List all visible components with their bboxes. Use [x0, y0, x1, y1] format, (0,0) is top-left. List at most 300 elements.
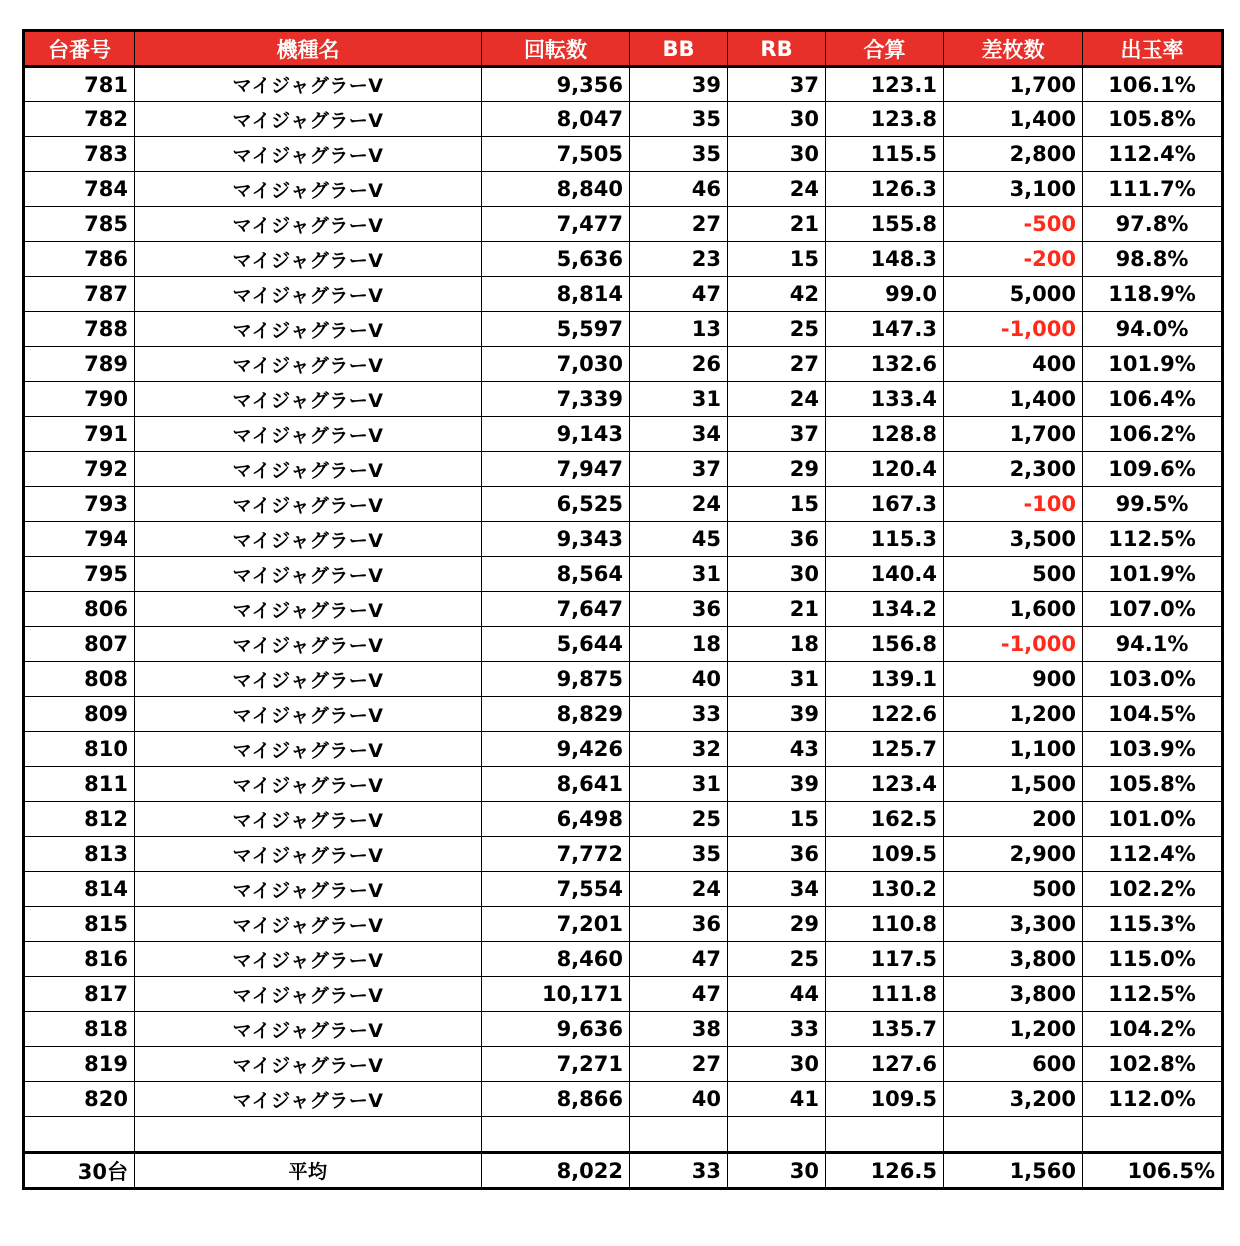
coin-difference-cell: 2,800: [944, 137, 1083, 172]
coin-difference-cell: 1,400: [944, 382, 1083, 417]
model-name-cell: マイジャグラーV: [135, 67, 482, 102]
model-name-cell: マイジャグラーV: [135, 907, 482, 942]
coin-difference-cell: 1,200: [944, 697, 1083, 732]
bb-cell: 47: [630, 277, 728, 312]
spins-cell: 8,840: [482, 172, 630, 207]
machine-number-cell: 794: [24, 522, 135, 557]
machine-number-cell: 815: [24, 907, 135, 942]
bb-cell: 34: [630, 417, 728, 452]
model-name-cell: マイジャグラーV: [135, 592, 482, 627]
payout-rate-cell: 94.1%: [1083, 627, 1223, 662]
model-name-cell: マイジャグラーV: [135, 802, 482, 837]
combined-cell: 111.8: [826, 977, 944, 1012]
machine-number-cell: 787: [24, 277, 135, 312]
blank-cell: [826, 1117, 944, 1153]
blank-cell: [24, 1117, 135, 1153]
machine-number-cell: 819: [24, 1047, 135, 1082]
combined-cell: 162.5: [826, 802, 944, 837]
average-row: [24, 1153, 1223, 1189]
combined-cell: 126.3: [826, 172, 944, 207]
model-name-cell: マイジャグラーV: [135, 382, 482, 417]
table-body: [24, 67, 1223, 1117]
payout-rate-cell: 101.0%: [1083, 802, 1223, 837]
spins-cell: 8,814: [482, 277, 630, 312]
payout-rate-cell: 97.8%: [1083, 207, 1223, 242]
payout-rate-cell: 104.5%: [1083, 697, 1223, 732]
payout-rate-cell: 106.1%: [1083, 67, 1223, 102]
average-coin-difference: 1,560: [944, 1153, 1083, 1189]
combined-cell: 109.5: [826, 1082, 944, 1117]
rb-cell: 42: [728, 277, 826, 312]
rb-cell: 44: [728, 977, 826, 1012]
rb-cell: 30: [728, 557, 826, 592]
bb-cell: 27: [630, 207, 728, 242]
payout-rate-cell: 112.0%: [1083, 1082, 1223, 1117]
header-spins: 回転数: [482, 31, 630, 67]
rb-cell: 37: [728, 417, 826, 452]
spins-cell: 7,554: [482, 872, 630, 907]
machine-number-cell: 818: [24, 1012, 135, 1047]
coin-difference-cell: 1,400: [944, 102, 1083, 137]
spins-cell: 7,505: [482, 137, 630, 172]
machine-number-cell: 791: [24, 417, 135, 452]
coin-difference-cell: 3,800: [944, 977, 1083, 1012]
bb-cell: 31: [630, 382, 728, 417]
bb-cell: 31: [630, 767, 728, 802]
header-model-name: 機種名: [135, 31, 482, 67]
payout-rate-cell: 115.0%: [1083, 942, 1223, 977]
model-name-cell: マイジャグラーV: [135, 837, 482, 872]
table-row: [24, 277, 1223, 312]
machine-number-cell: 785: [24, 207, 135, 242]
model-name-cell: マイジャグラーV: [135, 732, 482, 767]
coin-difference-cell: 3,500: [944, 522, 1083, 557]
spins-cell: 7,647: [482, 592, 630, 627]
rb-cell: 15: [728, 802, 826, 837]
payout-rate-cell: 101.9%: [1083, 557, 1223, 592]
table-row: [24, 732, 1223, 767]
spins-cell: 7,947: [482, 452, 630, 487]
machine-count: 30台: [24, 1153, 135, 1189]
table-row: [24, 802, 1223, 837]
header-coin-difference: 差枚数: [944, 31, 1083, 67]
combined-cell: 123.1: [826, 67, 944, 102]
model-name-cell: マイジャグラーV: [135, 102, 482, 137]
bb-cell: 35: [630, 102, 728, 137]
model-name-cell: マイジャグラーV: [135, 1047, 482, 1082]
table-footer: [24, 1117, 1223, 1189]
rb-cell: 21: [728, 592, 826, 627]
payout-rate-cell: 107.0%: [1083, 592, 1223, 627]
bb-cell: 23: [630, 242, 728, 277]
payout-rate-cell: 112.4%: [1083, 837, 1223, 872]
combined-cell: 115.3: [826, 522, 944, 557]
model-name-cell: マイジャグラーV: [135, 1012, 482, 1047]
blank-row: [24, 1117, 1223, 1153]
payout-rate-cell: 99.5%: [1083, 487, 1223, 522]
table-row: [24, 172, 1223, 207]
coin-difference-cell: 1,600: [944, 592, 1083, 627]
table-row: [24, 1012, 1223, 1047]
blank-cell: [630, 1117, 728, 1153]
table-row: [24, 767, 1223, 802]
table-row: [24, 487, 1223, 522]
combined-cell: 125.7: [826, 732, 944, 767]
rb-cell: 30: [728, 137, 826, 172]
rb-cell: 24: [728, 382, 826, 417]
bb-cell: 47: [630, 942, 728, 977]
rb-cell: 21: [728, 207, 826, 242]
combined-cell: 109.5: [826, 837, 944, 872]
payout-rate-cell: 105.8%: [1083, 767, 1223, 802]
spins-cell: 8,641: [482, 767, 630, 802]
model-name-cell: マイジャグラーV: [135, 347, 482, 382]
coin-difference-cell: 900: [944, 662, 1083, 697]
average-combined: 126.5: [826, 1153, 944, 1189]
bb-cell: 33: [630, 697, 728, 732]
header-combined: 合算: [826, 31, 944, 67]
table-row: [24, 382, 1223, 417]
model-name-cell: マイジャグラーV: [135, 662, 482, 697]
model-name-cell: マイジャグラーV: [135, 1082, 482, 1117]
payout-rate-cell: 98.8%: [1083, 242, 1223, 277]
model-name-cell: マイジャグラーV: [135, 767, 482, 802]
model-name-cell: マイジャグラーV: [135, 977, 482, 1012]
table-row: [24, 417, 1223, 452]
table-row: [24, 207, 1223, 242]
bb-cell: 26: [630, 347, 728, 382]
coin-difference-cell: 3,200: [944, 1082, 1083, 1117]
rb-cell: 43: [728, 732, 826, 767]
header-machine-number: 台番号: [24, 31, 135, 67]
coin-difference-cell: -1,000: [944, 312, 1083, 347]
spins-cell: 6,498: [482, 802, 630, 837]
average-spins: 8,022: [482, 1153, 630, 1189]
payout-rate-cell: 103.0%: [1083, 662, 1223, 697]
payout-rate-cell: 115.3%: [1083, 907, 1223, 942]
rb-cell: 27: [728, 347, 826, 382]
spins-cell: 7,271: [482, 1047, 630, 1082]
combined-cell: 147.3: [826, 312, 944, 347]
combined-cell: 120.4: [826, 452, 944, 487]
machine-number-cell: 781: [24, 67, 135, 102]
model-name-cell: マイジャグラーV: [135, 242, 482, 277]
table-row: [24, 1082, 1223, 1117]
coin-difference-cell: 600: [944, 1047, 1083, 1082]
model-name-cell: マイジャグラーV: [135, 487, 482, 522]
machine-number-cell: 816: [24, 942, 135, 977]
machine-number-cell: 784: [24, 172, 135, 207]
bb-cell: 32: [630, 732, 728, 767]
machine-number-cell: 790: [24, 382, 135, 417]
table-header: [24, 31, 1223, 67]
bb-cell: 18: [630, 627, 728, 662]
rb-cell: 29: [728, 452, 826, 487]
payout-rate-cell: 102.2%: [1083, 872, 1223, 907]
rb-cell: 37: [728, 67, 826, 102]
rb-cell: 30: [728, 102, 826, 137]
table-row: [24, 137, 1223, 172]
coin-difference-cell: 1,500: [944, 767, 1083, 802]
machine-number-cell: 786: [24, 242, 135, 277]
coin-difference-cell: 200: [944, 802, 1083, 837]
spins-cell: 9,356: [482, 67, 630, 102]
model-name-cell: マイジャグラーV: [135, 627, 482, 662]
table-row: [24, 347, 1223, 382]
blank-cell: [135, 1117, 482, 1153]
machine-number-cell: 783: [24, 137, 135, 172]
coin-difference-cell: 1,700: [944, 67, 1083, 102]
combined-cell: 99.0: [826, 277, 944, 312]
model-name-cell: マイジャグラーV: [135, 207, 482, 242]
bb-cell: 27: [630, 1047, 728, 1082]
coin-difference-cell: 1,700: [944, 417, 1083, 452]
machine-number-cell: 820: [24, 1082, 135, 1117]
bb-cell: 45: [630, 522, 728, 557]
spins-cell: 6,525: [482, 487, 630, 522]
bb-cell: 13: [630, 312, 728, 347]
average-label: 平均: [135, 1153, 482, 1189]
coin-difference-cell: -1,000: [944, 627, 1083, 662]
bb-cell: 35: [630, 837, 728, 872]
payout-rate-cell: 118.9%: [1083, 277, 1223, 312]
average-rb: 30: [728, 1153, 826, 1189]
spins-cell: 7,030: [482, 347, 630, 382]
table-row: [24, 592, 1223, 627]
table-row: [24, 312, 1223, 347]
table-row: [24, 557, 1223, 592]
data-sheet: [22, 29, 1221, 1190]
model-name-cell: マイジャグラーV: [135, 697, 482, 732]
table-row: [24, 697, 1223, 732]
combined-cell: 123.4: [826, 767, 944, 802]
machine-number-cell: 807: [24, 627, 135, 662]
payout-rate-cell: 105.8%: [1083, 102, 1223, 137]
rb-cell: 34: [728, 872, 826, 907]
combined-cell: 110.8: [826, 907, 944, 942]
spins-cell: 10,171: [482, 977, 630, 1012]
table-row: [24, 662, 1223, 697]
rb-cell: 39: [728, 697, 826, 732]
model-name-cell: マイジャグラーV: [135, 277, 482, 312]
combined-cell: 139.1: [826, 662, 944, 697]
blank-cell: [728, 1117, 826, 1153]
combined-cell: 130.2: [826, 872, 944, 907]
coin-difference-cell: -200: [944, 242, 1083, 277]
coin-difference-cell: 2,900: [944, 837, 1083, 872]
coin-difference-cell: -100: [944, 487, 1083, 522]
spins-cell: 7,339: [482, 382, 630, 417]
machine-number-cell: 788: [24, 312, 135, 347]
model-name-cell: マイジャグラーV: [135, 137, 482, 172]
machine-number-cell: 814: [24, 872, 135, 907]
payout-rate-cell: 102.8%: [1083, 1047, 1223, 1082]
combined-cell: 132.6: [826, 347, 944, 382]
spins-cell: 5,597: [482, 312, 630, 347]
spins-cell: 5,644: [482, 627, 630, 662]
coin-difference-cell: 2,300: [944, 452, 1083, 487]
rb-cell: 15: [728, 487, 826, 522]
machine-number-cell: 810: [24, 732, 135, 767]
spins-cell: 5,636: [482, 242, 630, 277]
header-bb: BB: [630, 31, 728, 67]
combined-cell: 115.5: [826, 137, 944, 172]
bb-cell: 35: [630, 137, 728, 172]
rb-cell: 18: [728, 627, 826, 662]
rb-cell: 31: [728, 662, 826, 697]
spins-cell: 7,772: [482, 837, 630, 872]
spins-cell: 8,460: [482, 942, 630, 977]
machine-number-cell: 782: [24, 102, 135, 137]
table-row: [24, 872, 1223, 907]
table-row: [24, 242, 1223, 277]
payout-rate-cell: 111.7%: [1083, 172, 1223, 207]
rb-cell: 25: [728, 942, 826, 977]
model-name-cell: マイジャグラーV: [135, 557, 482, 592]
average-bb: 33: [630, 1153, 728, 1189]
bb-cell: 38: [630, 1012, 728, 1047]
bb-cell: 24: [630, 872, 728, 907]
machine-number-cell: 789: [24, 347, 135, 382]
coin-difference-cell: 1,200: [944, 1012, 1083, 1047]
rb-cell: 36: [728, 837, 826, 872]
coin-difference-cell: 3,100: [944, 172, 1083, 207]
header-row: [24, 31, 1223, 67]
table-row: [24, 942, 1223, 977]
payout-rate-cell: 112.5%: [1083, 522, 1223, 557]
spins-cell: 9,636: [482, 1012, 630, 1047]
blank-cell: [1083, 1117, 1223, 1153]
payout-rate-cell: 109.6%: [1083, 452, 1223, 487]
rb-cell: 39: [728, 767, 826, 802]
bb-cell: 36: [630, 907, 728, 942]
machine-number-cell: 812: [24, 802, 135, 837]
rb-cell: 24: [728, 172, 826, 207]
blank-cell: [944, 1117, 1083, 1153]
header-payout-rate: 出玉率: [1083, 31, 1223, 67]
combined-cell: 123.8: [826, 102, 944, 137]
table-row: [24, 907, 1223, 942]
rb-cell: 25: [728, 312, 826, 347]
bb-cell: 36: [630, 592, 728, 627]
table-row: [24, 837, 1223, 872]
spins-cell: 8,564: [482, 557, 630, 592]
table-row: [24, 1047, 1223, 1082]
combined-cell: 140.4: [826, 557, 944, 592]
spins-cell: 8,047: [482, 102, 630, 137]
combined-cell: 127.6: [826, 1047, 944, 1082]
machine-number-cell: 792: [24, 452, 135, 487]
table-row: [24, 102, 1223, 137]
machine-number-cell: 813: [24, 837, 135, 872]
payout-rate-cell: 106.4%: [1083, 382, 1223, 417]
combined-cell: 122.6: [826, 697, 944, 732]
spins-cell: 8,829: [482, 697, 630, 732]
machine-number-cell: 817: [24, 977, 135, 1012]
coin-difference-cell: 500: [944, 872, 1083, 907]
combined-cell: 135.7: [826, 1012, 944, 1047]
coin-difference-cell: -500: [944, 207, 1083, 242]
average-payout-rate: 106.5%: [1083, 1153, 1223, 1189]
bb-cell: 47: [630, 977, 728, 1012]
rb-cell: 41: [728, 1082, 826, 1117]
rb-cell: 30: [728, 1047, 826, 1082]
machine-number-cell: 809: [24, 697, 135, 732]
combined-cell: 134.2: [826, 592, 944, 627]
combined-cell: 117.5: [826, 942, 944, 977]
coin-difference-cell: 1,100: [944, 732, 1083, 767]
coin-difference-cell: 500: [944, 557, 1083, 592]
machine-results-table: [22, 29, 1224, 1190]
machine-number-cell: 808: [24, 662, 135, 697]
table-row: [24, 627, 1223, 662]
bb-cell: 31: [630, 557, 728, 592]
model-name-cell: マイジャグラーV: [135, 522, 482, 557]
rb-cell: 15: [728, 242, 826, 277]
bb-cell: 37: [630, 452, 728, 487]
coin-difference-cell: 5,000: [944, 277, 1083, 312]
payout-rate-cell: 104.2%: [1083, 1012, 1223, 1047]
coin-difference-cell: 400: [944, 347, 1083, 382]
bb-cell: 24: [630, 487, 728, 522]
machine-number-cell: 793: [24, 487, 135, 522]
rb-cell: 33: [728, 1012, 826, 1047]
combined-cell: 155.8: [826, 207, 944, 242]
payout-rate-cell: 112.5%: [1083, 977, 1223, 1012]
bb-cell: 46: [630, 172, 728, 207]
spins-cell: 7,477: [482, 207, 630, 242]
coin-difference-cell: 3,300: [944, 907, 1083, 942]
rb-cell: 36: [728, 522, 826, 557]
machine-number-cell: 795: [24, 557, 135, 592]
header-rb: RB: [728, 31, 826, 67]
blank-cell: [482, 1117, 630, 1153]
bb-cell: 39: [630, 67, 728, 102]
model-name-cell: マイジャグラーV: [135, 312, 482, 347]
spins-cell: 9,343: [482, 522, 630, 557]
machine-number-cell: 811: [24, 767, 135, 802]
bb-cell: 40: [630, 662, 728, 697]
table-row: [24, 452, 1223, 487]
payout-rate-cell: 103.9%: [1083, 732, 1223, 767]
machine-number-cell: 806: [24, 592, 135, 627]
model-name-cell: マイジャグラーV: [135, 172, 482, 207]
bb-cell: 25: [630, 802, 728, 837]
spins-cell: 7,201: [482, 907, 630, 942]
table-row: [24, 977, 1223, 1012]
combined-cell: 133.4: [826, 382, 944, 417]
spins-cell: 9,426: [482, 732, 630, 767]
payout-rate-cell: 94.0%: [1083, 312, 1223, 347]
table-row: [24, 67, 1223, 102]
combined-cell: 156.8: [826, 627, 944, 662]
payout-rate-cell: 106.2%: [1083, 417, 1223, 452]
payout-rate-cell: 112.4%: [1083, 137, 1223, 172]
combined-cell: 167.3: [826, 487, 944, 522]
model-name-cell: マイジャグラーV: [135, 452, 482, 487]
rb-cell: 29: [728, 907, 826, 942]
coin-difference-cell: 3,800: [944, 942, 1083, 977]
model-name-cell: マイジャグラーV: [135, 417, 482, 452]
model-name-cell: マイジャグラーV: [135, 872, 482, 907]
spins-cell: 9,143: [482, 417, 630, 452]
model-name-cell: マイジャグラーV: [135, 942, 482, 977]
spins-cell: 8,866: [482, 1082, 630, 1117]
spins-cell: 9,875: [482, 662, 630, 697]
combined-cell: 148.3: [826, 242, 944, 277]
table-row: [24, 522, 1223, 557]
combined-cell: 128.8: [826, 417, 944, 452]
